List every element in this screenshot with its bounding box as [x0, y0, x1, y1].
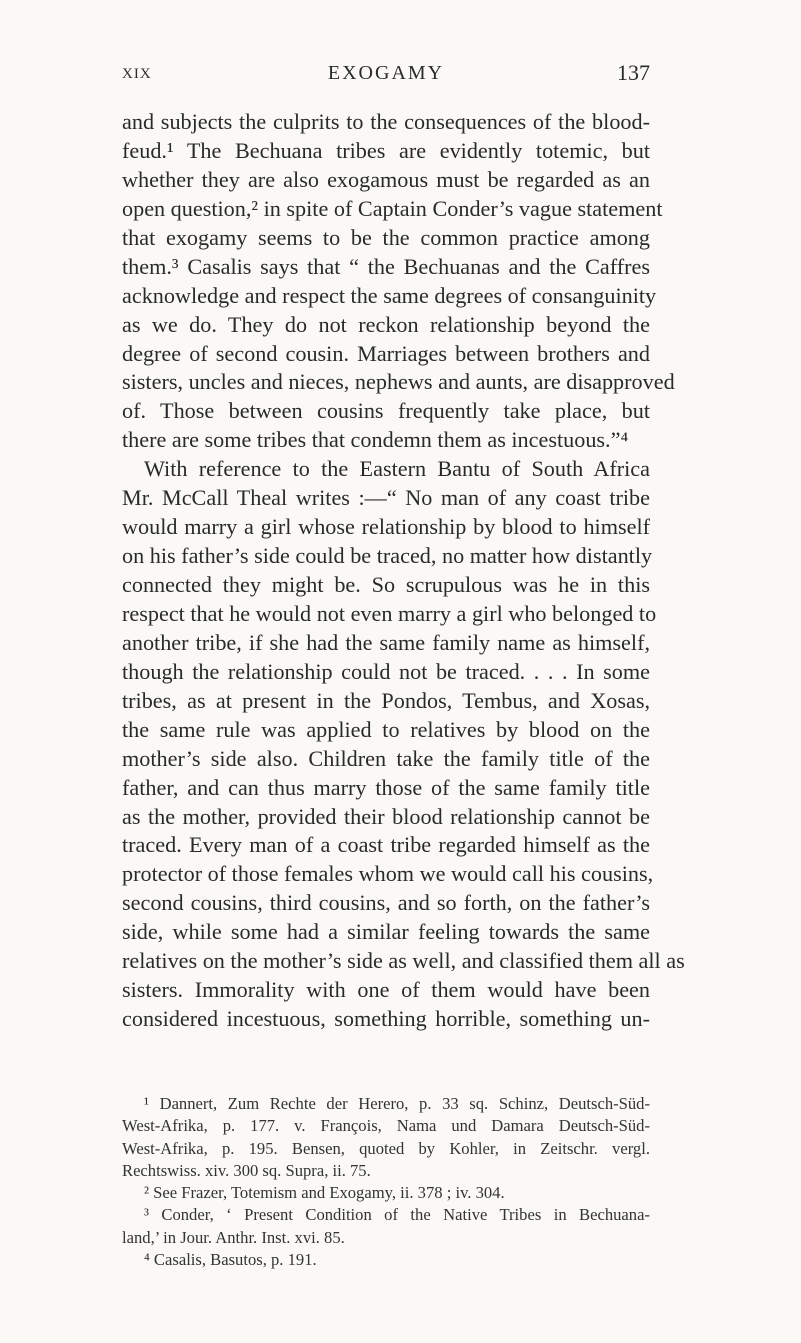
body-line: whether they are also exogamous must be regarded as an — [122, 166, 650, 192]
body-line: though the relationship could not be traced. . . . In some — [122, 658, 650, 684]
body-line: Mr. McCall Theal writes :—“ No man of any coast tribe — [122, 485, 650, 511]
body-line: open question,² in spite of Captain Conder’s vague statement — [122, 195, 663, 221]
body-line: that exogamy seems to be the common practice among — [122, 224, 650, 250]
body-line: considered incestuous, something horrible, something un- — [122, 1006, 650, 1032]
body-line: respect that he would not even marry a girl who belonged to — [122, 600, 657, 626]
body-line: the same rule was applied to relatives by blood on the — [122, 716, 650, 742]
page-number: 137 — [617, 60, 650, 85]
footnotes — [122, 1093, 650, 1271]
footnote-line: land,’ in Jour. Anthr. Inst. xvi. 85. — [122, 1227, 345, 1247]
body-line: mother’s side also. Children take the family title of the — [122, 745, 650, 771]
running-head — [122, 60, 650, 90]
running-title: EXOGAMY — [327, 62, 445, 84]
body-line: another tribe, if she had the same family name as himself, — [122, 629, 650, 655]
body-line: of. Those between cousins frequently take place, but — [122, 398, 650, 424]
body-line: as the mother, provided their blood relationship cannot be — [122, 803, 650, 829]
body-line: on his father’s side could be traced, no matter how distantly — [122, 543, 653, 569]
footnote-line: Rechtswiss. xiv. 300 sq. Supra, ii. 75. — [122, 1160, 371, 1180]
body-line: and subjects the culprits to the consequences of the blood- — [122, 109, 650, 134]
body-line: relatives on the mother’s side as well, and classified them all as — [122, 948, 685, 974]
body-line: feud.¹ The Bechuana tribes are evidently totemic, but — [122, 137, 650, 163]
body-line: protector of those females whom we would call his cousins, — [122, 861, 654, 887]
footnote-line: ³ Conder, ‘ Present Condition of the Native Tribes in Bechuana- — [144, 1205, 650, 1225]
body-line: second cousins, third cousins, and so forth, on the father’s — [122, 890, 650, 916]
body-line: would marry a girl whose relationship by blood to himself — [122, 514, 650, 540]
body-line: father, and can thus marry those of the same family title — [122, 774, 650, 800]
body-text — [122, 108, 685, 1034]
body-line: degree of second cousin. Marriages between brothers and — [122, 340, 650, 366]
body-line: side, while some had a similar feeling towards the same — [122, 919, 650, 945]
footnote-line: West-Afrika, p. 177. v. François, Nama und Damara Deutsch-Süd- — [122, 1116, 650, 1136]
chapter-number: XIX — [122, 66, 152, 82]
body-line: sisters. Immorality with one of them would have been — [122, 977, 650, 1003]
footnote-line: ¹ Dannert, Zum Rechte der Herero, p. 33 sq. Schinz, Deutsch-Süd- — [144, 1094, 650, 1113]
body-line: acknowledge and respect the same degrees of consanguinity — [122, 282, 657, 308]
body-line: them.³ Casalis says that “ the Bechuanas and the Caffres — [122, 253, 650, 279]
footnote-line: ⁴ Casalis, Basutos, p. 191. — [144, 1250, 317, 1270]
body-line: tribes, as at present in the Pondos, Tembus, and Xosas, — [122, 687, 650, 713]
footnote-line: West-Afrika, p. 195. Bensen, quoted by Kohler, in Zeitschr. vergl. — [122, 1138, 650, 1158]
body-line: there are some tribes that condemn them as incestuous.”⁴ — [122, 427, 629, 453]
footnote-line: ² See Frazer, Totemism and Exogamy, ii. 378 ; iv. 304. — [144, 1183, 505, 1203]
body-line: traced. Every man of a coast tribe regarded himself as the — [122, 832, 650, 858]
body-line: sisters, uncles and nieces, nephews and aunts, are disapproved — [122, 369, 675, 395]
body-line: With reference to the Eastern Bantu of South Africa — [144, 456, 650, 482]
body-line: as we do. They do not reckon relationship beyond the — [122, 311, 650, 337]
body-line: connected they might be. So scrupulous was he in this — [122, 572, 650, 597]
